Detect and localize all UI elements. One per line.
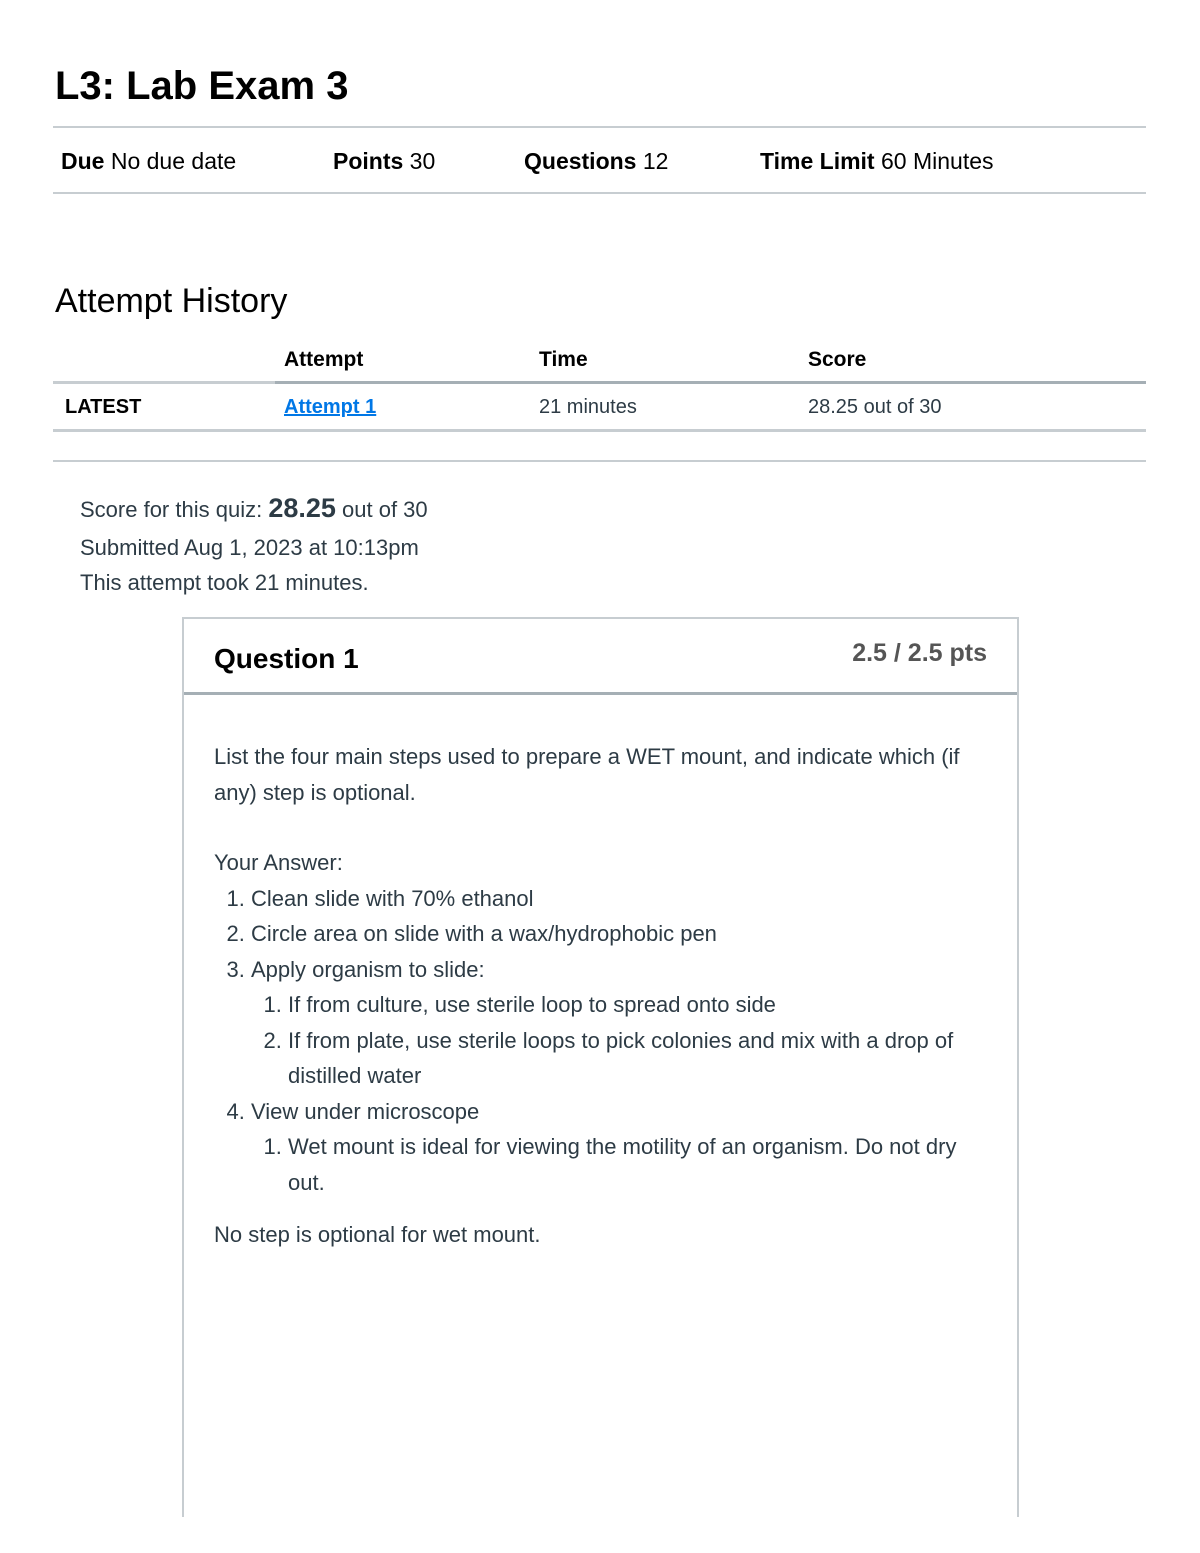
question-card (182, 617, 1019, 1517)
question-title: Question 1 (214, 643, 359, 674)
questions-value: 12 (642, 148, 669, 174)
header-attempt: Attempt (284, 348, 364, 371)
page-title: L3: Lab Exam 3 (55, 64, 349, 108)
time-limit-label: Time Limit (760, 148, 875, 174)
points-value: 30 (409, 148, 436, 174)
substep: 2. If from plate, use sterile loops to pick colonies and mix with a drop of distilled water (288, 1023, 987, 1094)
divider (53, 429, 1146, 432)
answer-steps (214, 881, 987, 1201)
attempt-score: 28.25 out of 30 (808, 396, 942, 418)
header-time: Time (539, 348, 588, 371)
step (251, 952, 987, 1094)
divider (53, 460, 1146, 462)
score-prefix: Score for this quiz: (80, 497, 263, 522)
submitted-text: Submitted Aug 1, 2023 at 10:13pm (80, 535, 419, 560)
due-value: No due date (110, 148, 237, 174)
divider (275, 381, 1146, 384)
step (251, 881, 987, 917)
questions-info (524, 148, 668, 175)
step (251, 916, 987, 952)
duration-text: This attempt took 21 minutes. (80, 570, 369, 595)
quiz-meta (53, 126, 1146, 194)
answer-label: Your Answer: (214, 850, 343, 875)
question-prompt: List the four main steps used to prepare a WET mount, and indicate which (if any) step is optional. (214, 744, 960, 805)
latest-tag: LATEST (65, 396, 142, 418)
step-text: Clean slide with 70% ethanol (251, 885, 534, 911)
quiz-score (80, 493, 428, 524)
points-info (333, 148, 435, 175)
question-points: 2.5 / 2.5 pts (852, 639, 987, 667)
step-text: Apply organism to slide: (251, 956, 485, 982)
due-label: Due (61, 148, 105, 174)
substep: 1. If from culture, use sterile loop to spread onto side (288, 987, 987, 1023)
score-suffix: out of 30 (342, 497, 428, 522)
due-info (61, 148, 236, 175)
step-text: View under microscope (251, 1098, 480, 1124)
attempt-history-heading: Attempt History (55, 282, 288, 320)
attempt-1-link[interactable]: Attempt 1 (284, 396, 377, 418)
time-limit-value: 60 Minutes (881, 148, 994, 174)
step (251, 1094, 987, 1201)
header-score: Score (808, 348, 867, 371)
time-limit-info (760, 148, 994, 175)
substep: 1. Wet mount is ideal for viewing the motility of an organism. Do not dry out. (288, 1129, 987, 1200)
answer-conclusion: No step is optional for wet mount. (214, 1222, 541, 1247)
question-body (184, 695, 1017, 1253)
step-text: Circle area on slide with a wax/hydrophobic pen (251, 921, 717, 946)
questions-label: Questions (524, 148, 637, 174)
points-label: Points (333, 148, 404, 174)
score-value: 28.25 (268, 493, 336, 523)
question-header (184, 619, 1017, 695)
attempt-time: 21 minutes (539, 396, 637, 418)
divider (53, 381, 275, 384)
